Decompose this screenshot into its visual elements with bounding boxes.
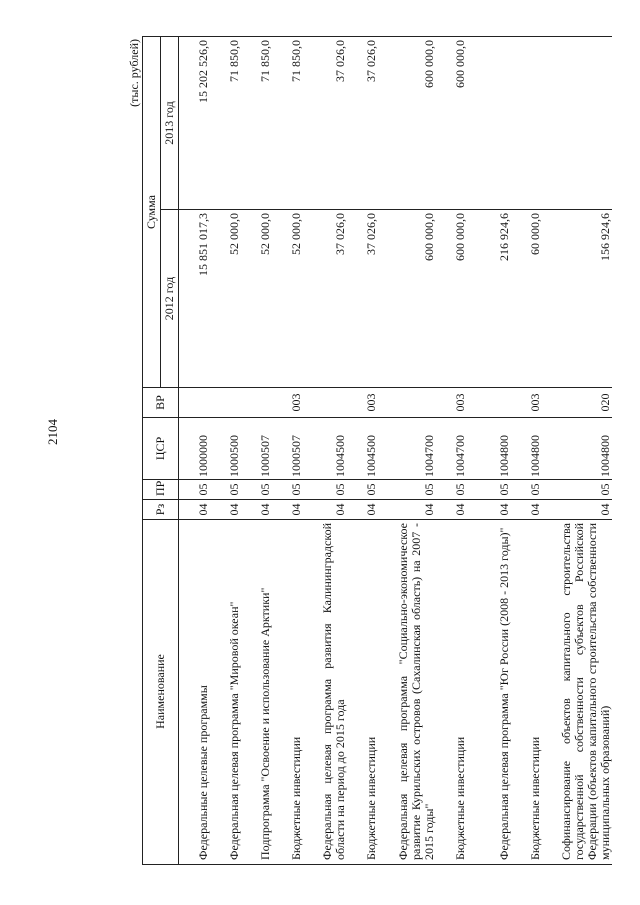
row-sum-2012: 52 000,0 [241, 210, 272, 388]
row-vr [378, 388, 436, 418]
table-row [378, 36, 436, 864]
row-vr: 020 [542, 388, 612, 418]
row-sum-2012: 60 000,0 [511, 210, 542, 388]
header-sum: Сумма [143, 36, 161, 387]
row-vr [241, 388, 272, 418]
rotated-page-content [127, 37, 612, 865]
row-pr: 05 [179, 480, 210, 500]
row-vr: 003 [511, 388, 542, 418]
row-sum-2013: 600 000,0 [436, 36, 467, 209]
row-csr: 1004800 [542, 418, 612, 480]
row-name: Федеральная целевая программа "Мировой океан" [210, 520, 241, 865]
header-year-2012: 2012 год [161, 210, 179, 388]
header-pr: ПР [143, 480, 179, 500]
row-name: Бюджетные инвестиции [511, 520, 542, 865]
row-pr: 05 [272, 480, 303, 500]
row-rz: 04 [467, 500, 511, 520]
row-rz: 04 [241, 500, 272, 520]
row-rz: 04 [378, 500, 436, 520]
row-sum-2013 [467, 36, 511, 209]
row-csr: 1000507 [272, 418, 303, 480]
row-sum-2013: 71 850,0 [272, 36, 303, 209]
row-sum-2012: 216 924,6 [467, 210, 511, 388]
row-name: Федеральные целевые программы [179, 520, 210, 865]
row-sum-2012: 52 000,0 [272, 210, 303, 388]
header-year-2013: 2013 год [161, 36, 179, 209]
row-sum-2013: 71 850,0 [210, 36, 241, 209]
row-pr: 05 [347, 480, 378, 500]
row-rz: 04 [179, 500, 210, 520]
row-vr: 003 [436, 388, 467, 418]
table-row [511, 36, 542, 864]
row-csr: 1004500 [303, 418, 347, 480]
row-pr: 05 [467, 480, 511, 500]
row-csr: 1004800 [511, 418, 542, 480]
row-sum-2012: 600 000,0 [436, 210, 467, 388]
table-header [143, 36, 179, 864]
row-sum-2012: 15 851 017,3 [179, 210, 210, 388]
table-row [272, 36, 303, 864]
row-vr [210, 388, 241, 418]
row-sum-2012: 52 000,0 [210, 210, 241, 388]
row-name: Бюджетные инвестиции [347, 520, 378, 865]
row-name: Федеральная целевая программа развития Калининградской области на период до 2015 года [303, 520, 347, 865]
header-name: Наименование [143, 520, 179, 865]
row-vr: 003 [347, 388, 378, 418]
row-sum-2013: 71 850,0 [241, 36, 272, 209]
row-sum-2012: 600 000,0 [378, 210, 436, 388]
row-rz: 04 [303, 500, 347, 520]
row-rz: 04 [511, 500, 542, 520]
row-rz: 04 [542, 500, 612, 520]
row-vr: 003 [272, 388, 303, 418]
header-csr: ЦСР [143, 418, 179, 480]
row-vr [179, 388, 210, 418]
row-csr: 1000507 [241, 418, 272, 480]
row-rz: 04 [210, 500, 241, 520]
table-row [241, 36, 272, 864]
table-body [179, 36, 612, 864]
row-name: Бюджетные инвестиции [272, 520, 303, 865]
header-vr: ВР [143, 388, 179, 418]
row-pr: 05 [303, 480, 347, 500]
table-row [179, 36, 210, 864]
row-pr: 05 [511, 480, 542, 500]
table-row [347, 36, 378, 864]
row-csr: 1000500 [210, 418, 241, 480]
row-sum-2013: 15 202 526,0 [179, 36, 210, 209]
row-vr [467, 388, 511, 418]
table-row [303, 36, 347, 864]
row-name: Бюджетные инвестиции [436, 520, 467, 865]
row-csr: 1004500 [347, 418, 378, 480]
row-name: Софинансирование объектов капитального строительства государственной собственности субъектов Российской Федерации (объектов капитального строительства собственности муниципальных образований) [542, 520, 612, 865]
row-sum-2013: 37 026,0 [347, 36, 378, 209]
budget-table [142, 36, 612, 865]
table-row [210, 36, 241, 864]
table-row [436, 36, 467, 864]
row-rz: 04 [436, 500, 467, 520]
row-csr: 1004700 [436, 418, 467, 480]
row-sum-2012: 156 924,6 [542, 210, 612, 388]
row-csr: 1004700 [378, 418, 436, 480]
row-sum-2013 [511, 36, 542, 209]
row-sum-2012: 37 026,0 [347, 210, 378, 388]
table-row [467, 36, 511, 864]
page-number: 2104 [45, 419, 60, 445]
row-pr: 05 [210, 480, 241, 500]
units-label: (тыс. рублей) [127, 39, 141, 107]
row-csr: 1004800 [467, 418, 511, 480]
row-sum-2013 [542, 36, 612, 209]
row-pr: 05 [436, 480, 467, 500]
header-rz: Рз [143, 500, 179, 520]
row-name: Подпрограмма "Освоение и использование Арктики" [241, 520, 272, 865]
row-pr: 05 [241, 480, 272, 500]
row-csr: 1000000 [179, 418, 210, 480]
row-rz: 04 [272, 500, 303, 520]
table-row [542, 36, 612, 864]
row-sum-2013: 600 000,0 [378, 36, 436, 209]
row-sum-2013: 37 026,0 [303, 36, 347, 209]
row-pr: 05 [378, 480, 436, 500]
row-sum-2012: 37 026,0 [303, 210, 347, 388]
row-pr: 05 [542, 480, 612, 500]
row-name: Федеральная целевая программа "Социально-экономическое развитие Курильских островов (Сахалинская область) на 2007 - 2015 годы" [378, 520, 436, 865]
row-rz: 04 [347, 500, 378, 520]
row-name: Федеральная целевая программа "Юг России (2008 - 2013 годы)" [467, 520, 511, 865]
row-vr [303, 388, 347, 418]
